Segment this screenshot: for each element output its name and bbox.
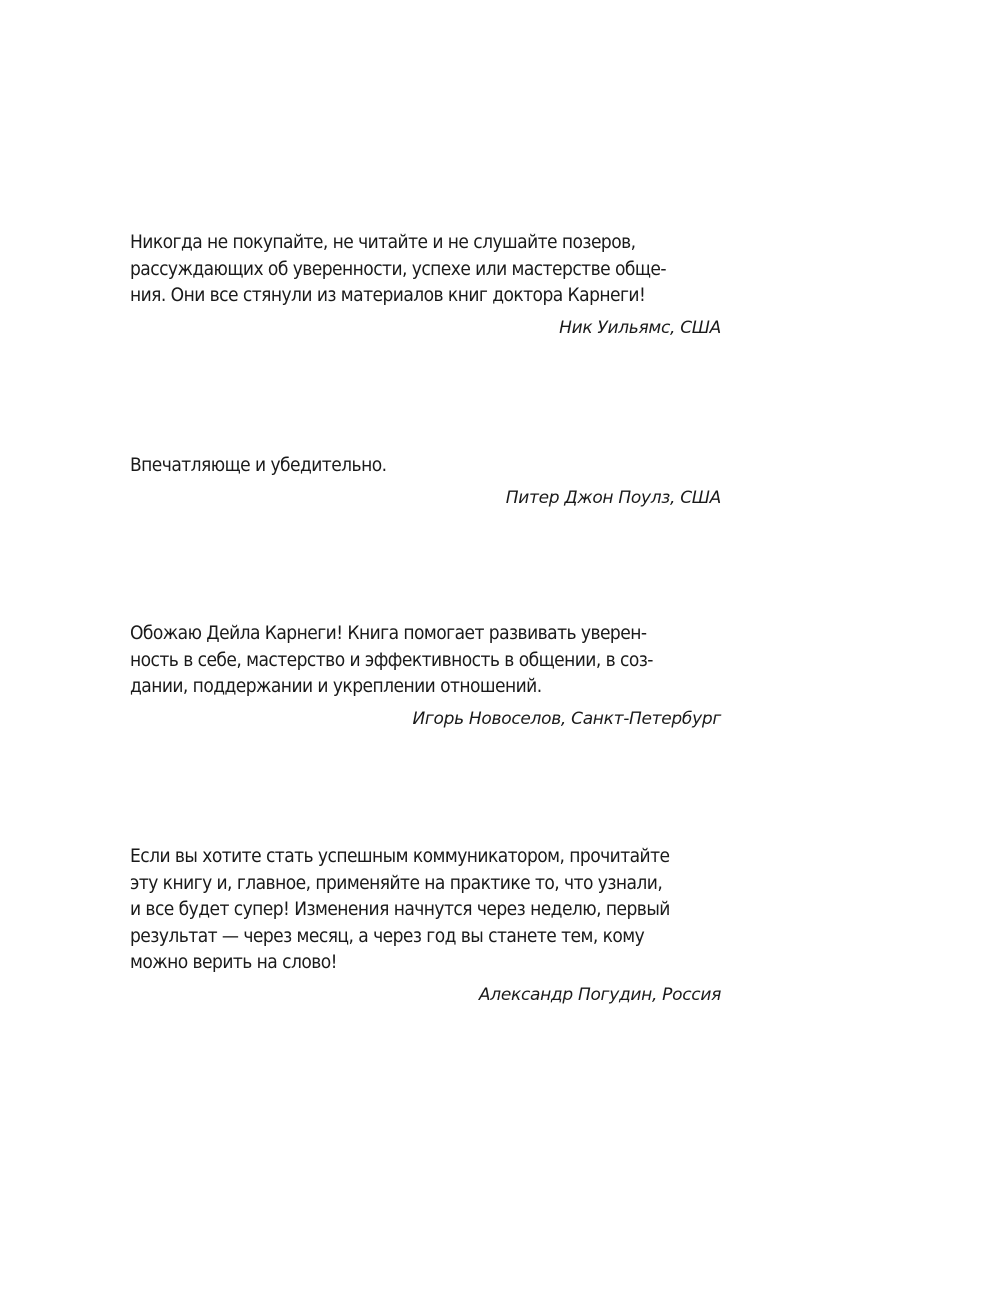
testimonial-alexander-pogudin [130, 843, 721, 1008]
testimonial-peter-john-poulz [130, 452, 721, 511]
testimonial-nick-williams [130, 229, 721, 341]
testimonial-line: Если вы хотите стать успешным коммуникатором, прочитайте [130, 845, 670, 867]
testimonial-line: эту книгу и, главное, применяйте на практике то, что узнали, [130, 871, 663, 894]
testimonial-line: ность в себе, мастерство и эффективность в общении, в соз- [130, 648, 653, 671]
testimonial-author: Александр Погудин, Россия [478, 984, 721, 1005]
testimonial-text [130, 229, 721, 309]
testimonial-line: можно верить на слово! [130, 951, 337, 973]
testimonial-author: Игорь Новоселов, Санкт-Петербург [412, 708, 721, 729]
testimonial-igor-novoselov [130, 620, 721, 732]
testimonial-line: результат — через месяц, а через год вы станете тем, кому [130, 924, 645, 947]
testimonial-line: дании, поддержании и укреплении отношений. [130, 675, 542, 697]
testimonial-author: Питер Джон Поулз, США [505, 487, 721, 508]
testimonial-line: Никогда не покупайте, не читайте и не слушайте позеров, [130, 231, 636, 253]
testimonial-line: и все будет супер! Изменения начнутся через неделю, первый [130, 898, 670, 920]
testimonial-line: Впечатляюще и убедительно. [130, 454, 387, 476]
testimonial-line: Обожаю Дейла Карнеги! Книга помогает развивать уверен- [130, 622, 647, 644]
testimonial-text [130, 620, 721, 700]
testimonial-line: ния. Они все стянули из материалов книг доктора Карнеги! [130, 284, 646, 306]
testimonial-text [130, 843, 721, 976]
testimonial-line: рассуждающих об уверенности, успехе или мастерстве обще- [130, 257, 666, 280]
testimonial-text [130, 452, 721, 479]
testimonial-author: Ник Уильямс, США [559, 317, 721, 338]
